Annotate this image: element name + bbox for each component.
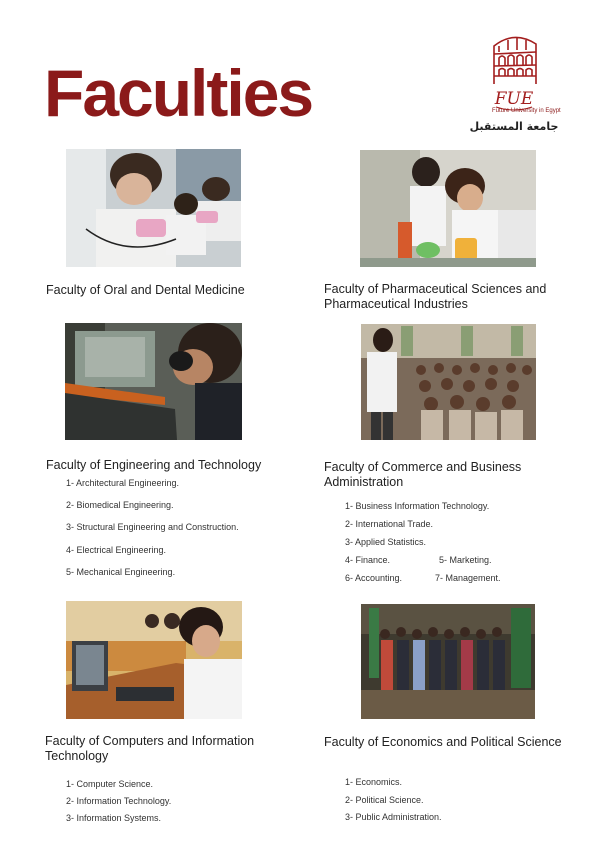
economics-photo: [361, 604, 535, 719]
colosseum-icon: [466, 28, 562, 118]
svg-text:FUE: FUE: [494, 89, 534, 109]
faculty-title-computers: Faculty of Computers and Information Technology: [45, 734, 255, 763]
faculty-title-pharmacy: Faculty of Pharmaceutical Sciences and Pharmaceutical Industries: [324, 282, 547, 311]
list-item: 5- Mechanical Engineering.: [66, 567, 176, 577]
list-item: 3- Information Systems.: [66, 813, 162, 823]
faculty-title-commerce: Faculty of Commerce and Business Administration: [324, 460, 522, 489]
list-item: 2- Biomedical Engineering.: [66, 500, 174, 510]
commerce-photo: [361, 324, 536, 440]
computers-photo: [66, 601, 242, 719]
faculty-title-economics: Faculty of Economics and Political Science: [324, 735, 562, 749]
pharmacy-photo: [360, 150, 536, 267]
list-item: 2- Political Science.: [345, 795, 424, 805]
engineering-photo: [65, 323, 242, 440]
faculty-title-dental: Faculty of Oral and Dental Medicine: [46, 283, 245, 297]
list-item: 5- Marketing.: [439, 555, 492, 565]
computers-programs: [66, 779, 286, 829]
list-item: 7- Management.: [435, 573, 501, 583]
list-item: 1- Business Information Technology.: [345, 501, 490, 511]
page-title: Faculties: [44, 56, 313, 130]
university-logo: [466, 28, 562, 138]
list-item: 1- Economics.: [345, 777, 403, 787]
dental-photo: [66, 149, 241, 267]
list-item: 2- Information Technology.: [66, 796, 172, 806]
list-item: 1- Architectural Engineering.: [66, 478, 180, 488]
commerce-programs: [345, 501, 565, 591]
faculty-title-engineering: Faculty of Engineering and Technology: [46, 458, 262, 472]
list-item: 2- International Trade.: [345, 519, 434, 529]
list-item: 3- Applied Statistics.: [345, 537, 427, 547]
list-item: 4- Electrical Engineering.: [66, 545, 167, 555]
list-item: 4- Finance.: [345, 555, 391, 565]
logo-arabic-name: جامعة المستقبل: [469, 120, 559, 133]
engineering-programs: [66, 478, 306, 588]
economics-programs: [345, 777, 565, 827]
list-item: 3- Structural Engineering and Construction.: [66, 522, 239, 532]
list-item: 6- Accounting.: [345, 573, 403, 583]
list-item: 3- Public Administration.: [345, 812, 442, 822]
logo-english-name: Future University in Egypt: [492, 108, 561, 114]
list-item: 1- Computer Science.: [66, 779, 154, 789]
